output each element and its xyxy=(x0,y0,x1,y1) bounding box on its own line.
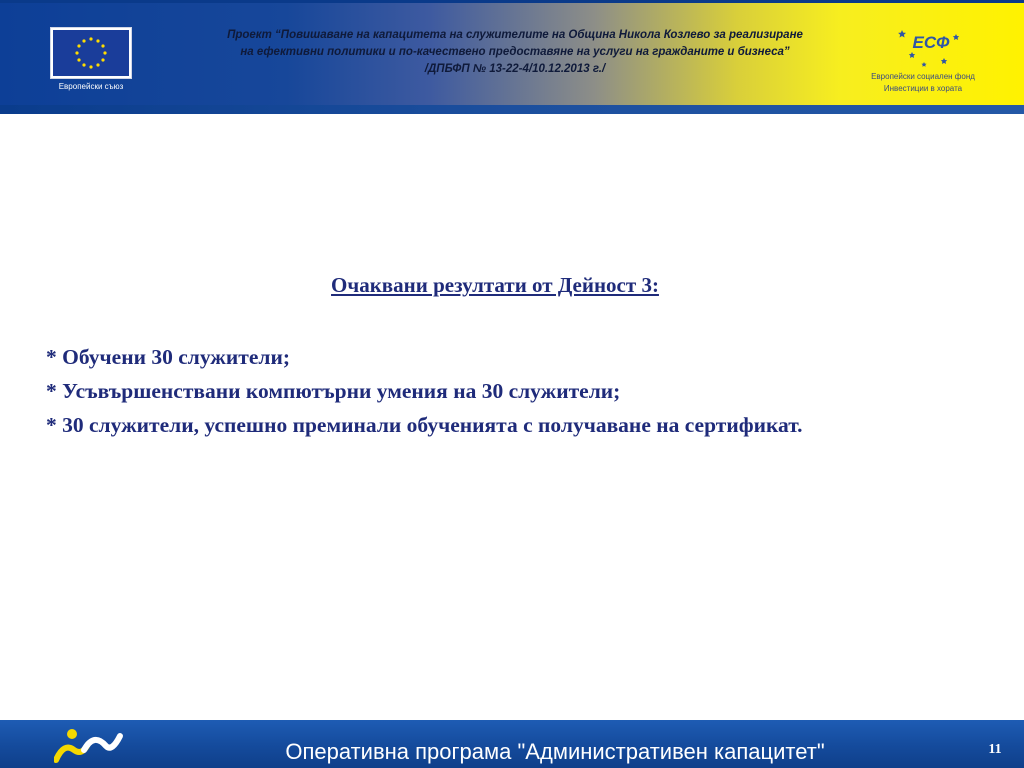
results-list xyxy=(46,340,946,442)
project-line-1: Проект “Повишаване на капацитета на служителите на Община Никола Козлево за реализиране xyxy=(227,29,803,41)
esf-caption-line-2: Инвестиции в хората xyxy=(883,84,963,93)
result-item: * Обучени 30 служители; xyxy=(46,345,290,369)
esf-stars-icon xyxy=(898,22,964,70)
esf-logo-text: ЕСФ xyxy=(912,33,950,52)
project-line-2: на ефективни политики и по-качествено предоставяне на услуги на гражданите и бизнеса” xyxy=(240,46,790,58)
esf-caption xyxy=(858,71,988,95)
result-item: * 30 служители, успешно преминали обученията с получаване на сертификат. xyxy=(46,413,803,437)
eu-stars-icon xyxy=(53,30,129,76)
page-number: 11 xyxy=(988,742,1002,757)
esf-caption-line-1: Европейски социален фонд xyxy=(871,72,975,81)
eu-caption: Европейски съюз xyxy=(58,82,124,91)
eu-flag-logo xyxy=(50,27,132,79)
result-item: * Усъвършенствани компютърни умения на 30 служители; xyxy=(46,379,621,403)
project-description xyxy=(150,27,880,78)
header-topline xyxy=(0,0,1024,3)
slide-title: Очаквани резултати от Дейност 3: xyxy=(331,273,659,297)
project-contract-number: /ДПБФП № 13-22-4/10.12.2013 г./ xyxy=(424,63,606,75)
esf-logo xyxy=(898,22,964,70)
operational-programme-title: Оперативна програма "Административен капацитет" xyxy=(285,739,825,764)
